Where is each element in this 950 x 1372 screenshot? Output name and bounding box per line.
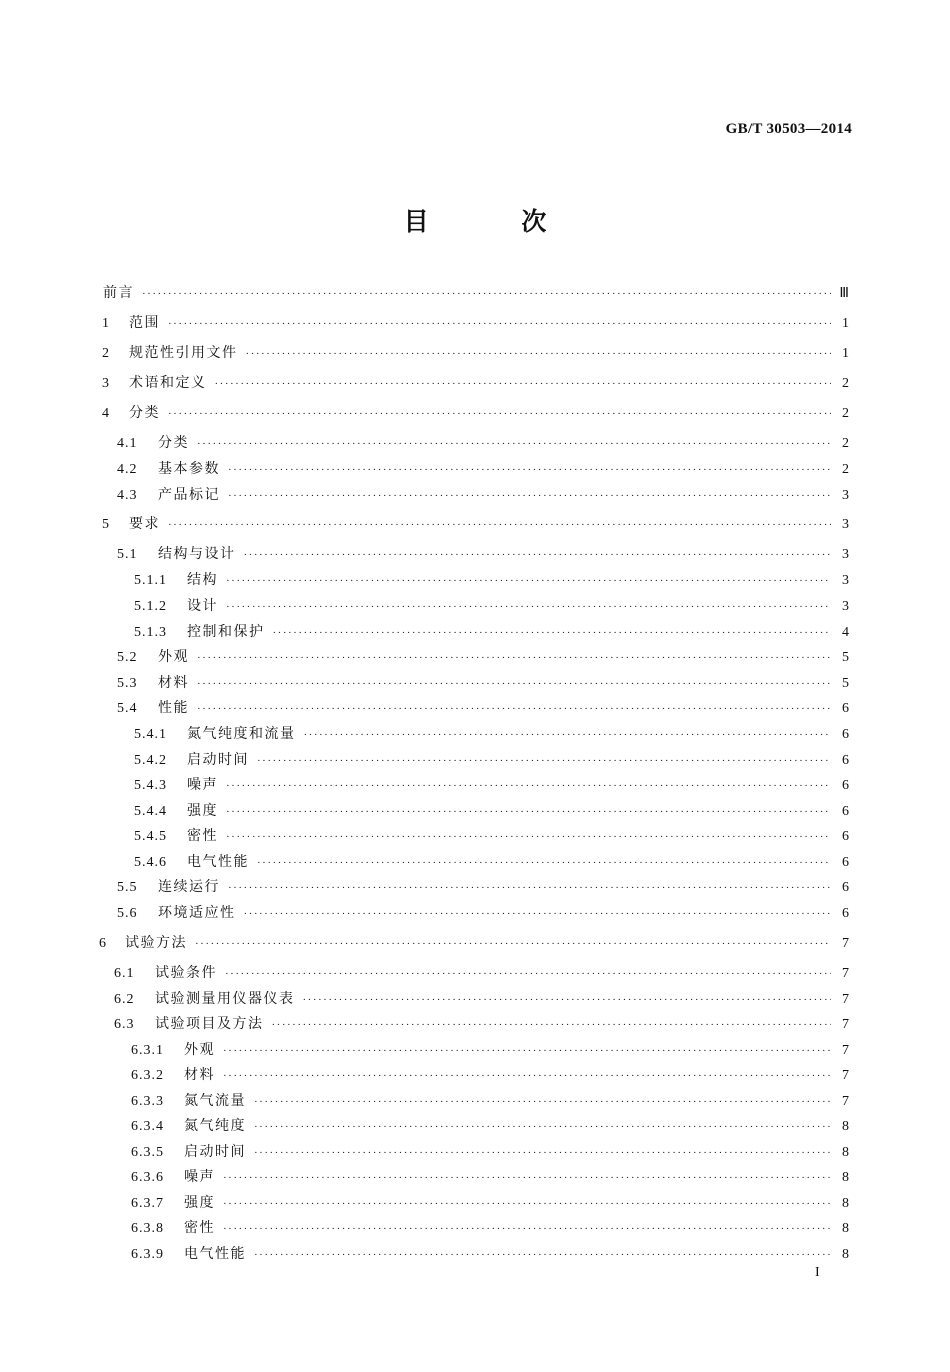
dot-leader xyxy=(223,1040,831,1062)
toc-entry-page: 7 xyxy=(842,966,849,981)
toc-entry-label: 试验测量用仪器仪表 xyxy=(155,991,295,1007)
toc-entry-number: 6.3.8 xyxy=(131,1221,164,1236)
toc-entry-label: 试验项目及方法 xyxy=(155,1016,264,1032)
toc-entry-number: 2 xyxy=(102,346,110,361)
dot-leader xyxy=(226,801,831,823)
toc-entry-number: 6.3.5 xyxy=(131,1145,164,1160)
toc-entry[interactable] xyxy=(117,432,849,454)
dot-leader xyxy=(228,459,831,481)
toc-entry-number: 5.1.2 xyxy=(134,599,167,614)
toc-entry-page: 3 xyxy=(842,488,849,503)
toc-entry-page: 1 xyxy=(842,346,849,361)
toc-entry[interactable] xyxy=(117,697,849,719)
toc-entry[interactable] xyxy=(114,988,849,1010)
toc-entry-number: 5.4 xyxy=(117,701,138,716)
toc-entry-page: 8 xyxy=(842,1221,849,1236)
toc-entry[interactable] xyxy=(117,543,849,565)
toc-entry-page: 2 xyxy=(842,376,849,391)
toc-entry-page: 1 xyxy=(842,316,849,331)
toc-entry-page: 6 xyxy=(842,727,849,742)
standard-number: GB/T 30503—2014 xyxy=(725,121,852,137)
toc-entry-page: 6 xyxy=(842,906,849,921)
toc-entry[interactable] xyxy=(134,569,849,591)
toc-entry[interactable] xyxy=(114,962,849,984)
toc-entry-label: 分类 xyxy=(158,435,189,451)
toc-entry[interactable] xyxy=(103,282,849,304)
toc-entry-number: 1 xyxy=(102,316,110,331)
toc-entry-page: 7 xyxy=(842,1094,849,1109)
toc-entry-number: 6.3.1 xyxy=(131,1043,164,1058)
toc-entry-label: 要求 xyxy=(129,516,160,532)
toc-entry-number: 5.4.6 xyxy=(134,855,167,870)
toc-entry[interactable] xyxy=(117,876,849,898)
toc-entry-number: 6.3.7 xyxy=(131,1196,164,1211)
toc-entry-page: 2 xyxy=(842,436,849,451)
toc-entry-label: 噪声 xyxy=(187,777,218,793)
toc-entry-number: 5.1.3 xyxy=(134,625,167,640)
dot-leader xyxy=(223,1193,831,1215)
toc-entry-page: 5 xyxy=(842,650,849,665)
toc-entry-label: 密性 xyxy=(187,828,218,844)
toc-entry-label: 启动时间 xyxy=(184,1144,246,1160)
toc-entry-label: 试验方法 xyxy=(125,935,187,951)
toc-entry-number: 6.3.6 xyxy=(131,1170,164,1185)
toc-entry-label: 强度 xyxy=(187,803,218,819)
toc-entry-label: 氮气纯度 xyxy=(184,1118,246,1134)
toc-entry-page: 7 xyxy=(842,1043,849,1058)
toc-entry-number: 5.1 xyxy=(117,547,138,562)
toc-entry-page: 6 xyxy=(842,753,849,768)
dot-leader xyxy=(254,1116,831,1138)
toc-entry-label: 设计 xyxy=(187,598,218,614)
toc-entry[interactable] xyxy=(102,342,849,364)
dot-leader xyxy=(244,903,832,925)
toc-entry-number: 5.4.4 xyxy=(134,804,167,819)
dot-leader xyxy=(195,933,831,955)
toc-entry[interactable] xyxy=(117,458,849,480)
toc-entry[interactable] xyxy=(131,1141,849,1163)
toc-entry-label: 结构与设计 xyxy=(158,546,236,562)
toc-entry-number: 5.2 xyxy=(117,650,138,665)
toc-entry[interactable] xyxy=(114,1013,849,1035)
toc-entry-label: 分类 xyxy=(129,405,160,421)
dot-leader xyxy=(254,1244,831,1266)
toc-entry-label: 范围 xyxy=(129,315,160,331)
toc-entry-label: 产品标记 xyxy=(158,487,220,503)
toc-entry[interactable] xyxy=(131,1192,849,1214)
toc-entry[interactable] xyxy=(99,932,849,954)
toc-entry-label: 电气性能 xyxy=(184,1246,246,1262)
toc-entry-label: 氮气流量 xyxy=(184,1093,246,1109)
dot-leader xyxy=(244,544,832,566)
toc-entry-label: 性能 xyxy=(158,700,189,716)
toc-entry[interactable] xyxy=(131,1115,849,1137)
dot-leader xyxy=(246,343,832,365)
page-number: I xyxy=(815,1265,820,1280)
toc-entry-number: 6.3 xyxy=(114,1017,135,1032)
dot-leader xyxy=(168,514,831,536)
toc-entry-label: 基本参数 xyxy=(158,461,220,477)
dot-leader xyxy=(223,1167,831,1189)
dot-leader xyxy=(215,373,832,395)
dot-leader xyxy=(254,1142,831,1164)
toc-entry-number: 4.2 xyxy=(117,462,138,477)
toc-entry-page: 3 xyxy=(842,547,849,562)
toc-entry-page: 7 xyxy=(842,992,849,1007)
dot-leader xyxy=(226,570,831,592)
dot-leader xyxy=(303,989,832,1011)
toc-entry-label: 材料 xyxy=(158,675,189,691)
toc-entry-label: 规范性引用文件 xyxy=(129,345,238,361)
toc-entry-label: 密性 xyxy=(184,1220,215,1236)
toc-entry-page: 2 xyxy=(842,406,849,421)
toc-entry[interactable] xyxy=(131,1090,849,1112)
toc-entry-label: 启动时间 xyxy=(187,752,249,768)
toc-entry-page: 6 xyxy=(842,804,849,819)
toc-entry-page: 6 xyxy=(842,829,849,844)
dot-leader xyxy=(197,673,831,695)
dot-leader xyxy=(168,313,831,335)
toc-entry[interactable] xyxy=(117,646,849,668)
toc-entry-number: 6.3.3 xyxy=(131,1094,164,1109)
toc-entry-page: 4 xyxy=(842,625,849,640)
toc-entry[interactable] xyxy=(102,513,849,535)
toc-entry-page: 6 xyxy=(842,778,849,793)
dot-leader xyxy=(197,698,831,720)
toc-entry-label: 结构 xyxy=(187,572,218,588)
toc-entry-number: 6.2 xyxy=(114,992,135,1007)
toc-entry-number: 6.3.4 xyxy=(131,1119,164,1134)
toc-entry[interactable] xyxy=(117,902,849,924)
toc-entry-page: 8 xyxy=(842,1170,849,1185)
dot-leader xyxy=(228,485,831,507)
toc-entry-number: 3 xyxy=(102,376,110,391)
toc-entry-page: 6 xyxy=(842,855,849,870)
dot-leader xyxy=(226,775,831,797)
toc-entry-page: 8 xyxy=(842,1119,849,1134)
toc-entry-number: 5.1.1 xyxy=(134,573,167,588)
toc-entry-label: 外观 xyxy=(158,649,189,665)
dot-leader xyxy=(142,283,831,305)
toc-entry-number: 6.1 xyxy=(114,966,135,981)
dot-leader xyxy=(226,826,831,848)
toc-entry-label: 强度 xyxy=(184,1195,215,1211)
toc-entry-number: 6 xyxy=(99,936,107,951)
toc-entry-page: 5 xyxy=(842,676,849,691)
toc-entry-label: 试验条件 xyxy=(155,965,217,981)
dot-leader xyxy=(272,1014,832,1036)
toc-entry[interactable] xyxy=(131,1217,849,1239)
toc-entry[interactable] xyxy=(134,723,849,745)
toc-entry-page: 3 xyxy=(842,517,849,532)
toc-entry-page: 6 xyxy=(842,880,849,895)
dot-leader xyxy=(197,433,831,455)
dot-leader xyxy=(197,647,831,669)
toc-entry-number: 5.4.2 xyxy=(134,753,167,768)
dot-leader xyxy=(168,403,831,425)
toc-entry-page: 8 xyxy=(842,1145,849,1160)
toc-entry-label: 控制和保护 xyxy=(187,624,265,640)
toc-entry-number: 5.3 xyxy=(117,676,138,691)
toc-entry[interactable] xyxy=(131,1064,849,1086)
toc-entry[interactable] xyxy=(131,1243,849,1265)
toc-entry-label: 电气性能 xyxy=(187,854,249,870)
toc-entry[interactable] xyxy=(102,372,849,394)
toc-entry-label: 噪声 xyxy=(184,1169,215,1185)
toc-entry-number: 5 xyxy=(102,517,110,532)
toc-entry-label: 连续运行 xyxy=(158,879,220,895)
toc-entry-label: 环境适应性 xyxy=(158,905,236,921)
toc-entry-page: 7 xyxy=(842,1068,849,1083)
toc-entry-number: 6.3.9 xyxy=(131,1247,164,1262)
toc-entry-number: 6.3.2 xyxy=(131,1068,164,1083)
toc-entry-label: 外观 xyxy=(184,1042,215,1058)
toc-entry-page: 7 xyxy=(842,936,849,951)
toc-entry-number: 5.4.1 xyxy=(134,727,167,742)
toc-entry[interactable] xyxy=(134,774,849,796)
toc-entry[interactable] xyxy=(134,825,849,847)
toc-entry-page: 3 xyxy=(842,599,849,614)
dot-leader xyxy=(257,852,831,874)
dot-leader xyxy=(228,877,831,899)
toc-entry[interactable] xyxy=(102,312,849,334)
toc-entry-page: 8 xyxy=(842,1196,849,1211)
toc-entry-number: 4.3 xyxy=(117,488,138,503)
toc-entry-number: 5.4.5 xyxy=(134,829,167,844)
toc-entry[interactable] xyxy=(134,749,849,771)
toc-entry-number: 5.5 xyxy=(117,880,138,895)
toc-entry-label: 材料 xyxy=(184,1067,215,1083)
toc-entry-page: 3 xyxy=(842,573,849,588)
toc-entry[interactable] xyxy=(117,672,849,694)
toc-entry-page: 2 xyxy=(842,462,849,477)
toc-entry-number: 4 xyxy=(102,406,110,421)
toc-entry[interactable] xyxy=(134,851,849,873)
dot-leader xyxy=(225,963,831,985)
dot-leader xyxy=(254,1091,831,1113)
toc-entry[interactable] xyxy=(131,1166,849,1188)
toc-entry[interactable] xyxy=(117,484,849,506)
toc-entry-page: Ⅲ xyxy=(839,286,849,301)
toc-entry[interactable] xyxy=(131,1039,849,1061)
dot-leader xyxy=(304,724,832,746)
dot-leader xyxy=(223,1218,831,1240)
toc-entry[interactable] xyxy=(102,402,849,424)
toc-entry-page: 7 xyxy=(842,1017,849,1032)
toc-entry[interactable] xyxy=(134,621,849,643)
toc-entry-number: 5.6 xyxy=(117,906,138,921)
toc-entry-label: 前言 xyxy=(103,285,134,301)
toc-entry[interactable] xyxy=(134,595,849,617)
page-title: 目 次 xyxy=(403,207,589,236)
dot-leader xyxy=(226,596,831,618)
toc-entry[interactable] xyxy=(134,800,849,822)
toc-entry-label: 氮气纯度和流量 xyxy=(187,726,296,742)
toc-entry-page: 6 xyxy=(842,701,849,716)
dot-leader xyxy=(257,750,831,772)
toc-entry-number: 5.4.3 xyxy=(134,778,167,793)
toc-entry-number: 4.1 xyxy=(117,436,138,451)
dot-leader xyxy=(273,622,832,644)
toc-entry-page: 8 xyxy=(842,1247,849,1262)
toc-entry-label: 术语和定义 xyxy=(129,375,207,391)
dot-leader xyxy=(223,1065,831,1087)
